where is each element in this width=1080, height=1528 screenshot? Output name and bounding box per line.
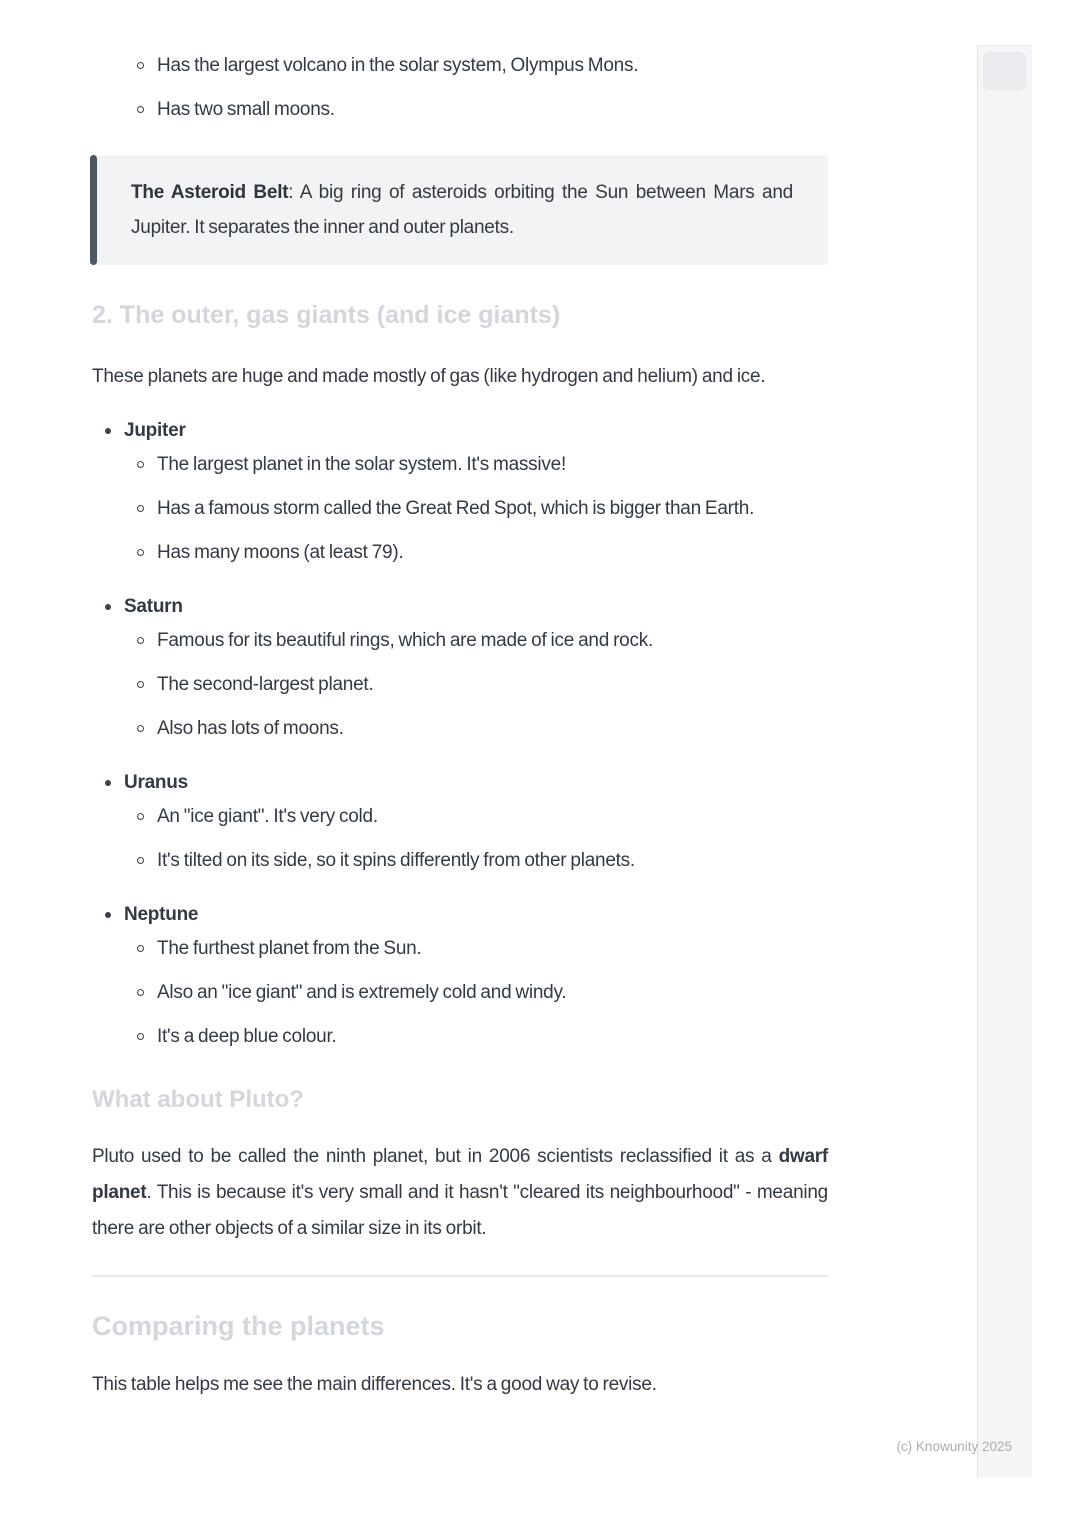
circle-bullet-icon [137,461,144,468]
mars-facts-list [92,50,828,126]
planet-name: Saturn [124,596,183,617]
planet-item [92,415,828,569]
disc-bullet-icon [105,604,111,610]
section-heading-pluto: What about Pluto? [92,1086,304,1113]
comparing-intro: This table helps me see the main differences. It's a good way to revise. [92,1374,657,1395]
list-item [92,977,828,1009]
planet-name: Uranus [124,772,188,793]
circle-bullet-icon [137,813,144,820]
list-item [92,94,828,126]
list-item [92,669,828,701]
planet-fact: Has a famous storm called the Great Red Spot, which is bigger than Earth. [157,498,755,519]
planet-facts-list [92,625,828,745]
planet-fact: It's a deep blue colour. [157,1026,337,1047]
planet-fact: Famous for its beautiful rings, which are made of ice and rock. [157,630,653,651]
disc-bullet-icon [105,780,111,786]
planet-facts-list [92,801,828,877]
circle-bullet-icon [137,62,144,69]
circle-bullet-icon [137,637,144,644]
callout-accent-bar [90,155,97,265]
planet-fact: The second-largest planet. [157,674,374,695]
list-item [92,449,828,481]
planet-fact: It's tilted on its side, so it spins differently from other planets. [157,850,635,871]
scrollbar-thumb[interactable] [983,52,1026,90]
planets-list [92,415,828,1053]
planet-facts-list [92,449,828,569]
list-item [92,845,828,877]
planet-name: Jupiter [124,420,186,441]
circle-bullet-icon [137,945,144,952]
list-item [92,801,828,833]
outer-giants-intro: These planets are huge and made mostly of gas (like hydrogen and helium) and ice. [92,366,766,387]
circle-bullet-icon [137,857,144,864]
planet-fact: The furthest planet from the Sun. [157,938,422,959]
bullet-text: Has the largest volcano in the solar system, Olympus Mons. [157,55,639,76]
callout-text: : A big ring of asteroids orbiting the Sun between Mars and Jupiter. It separates the inner and outer planets. [131,182,793,238]
circle-bullet-icon [137,989,144,996]
circle-bullet-icon [137,725,144,732]
list-item [92,493,828,525]
section-heading-comparing: Comparing the planets [92,1311,385,1341]
section-heading-outer-giants: 2. The outer, gas giants (and ice giants) [92,301,561,329]
planet-facts-list [92,933,828,1053]
circle-bullet-icon [137,549,144,556]
pluto-text-pre: Pluto used to be called the ninth planet, but in 2006 scientists reclassified it as a [92,1146,779,1167]
planet-fact: Also an "ice giant" and is extremely cold and windy. [157,982,567,1003]
disc-bullet-icon [105,912,111,918]
asteroid-belt-callout [90,155,828,265]
pluto-paragraph [92,1139,828,1247]
list-item [92,537,828,569]
planet-fact: Also has lots of moons. [157,718,344,739]
copyright-watermark: (c) Knowunity 2025 [896,1439,1012,1454]
planet-item [92,899,828,1053]
disc-bullet-icon [105,428,111,434]
planet-item [92,767,828,877]
section-divider [92,1275,828,1277]
scrollbar-track[interactable] [977,45,1032,1477]
planet-fact: Has many moons (at least 79). [157,542,404,563]
planet-name: Neptune [124,904,199,925]
pluto-text-post: . This is because it's very small and it hasn't "cleared its neighbourhood" - meaning there are other objects of a similar size in its orbit. [92,1182,828,1239]
planet-fact: The largest planet in the solar system. It's massive! [157,454,566,475]
bullet-text: Has two small moons. [157,99,335,120]
document-page [92,0,828,1401]
dwarf-planet-term: dwarf planet [92,1146,828,1203]
circle-bullet-icon [137,681,144,688]
planet-fact: An "ice giant". It's very cold. [157,806,378,827]
list-item [92,1021,828,1053]
list-item [92,50,828,82]
list-item [92,933,828,965]
circle-bullet-icon [137,106,144,113]
circle-bullet-icon [137,1033,144,1040]
list-item [92,713,828,745]
planet-item [92,591,828,745]
list-item [92,625,828,657]
callout-title: The Asteroid Belt [131,182,289,203]
circle-bullet-icon [137,505,144,512]
